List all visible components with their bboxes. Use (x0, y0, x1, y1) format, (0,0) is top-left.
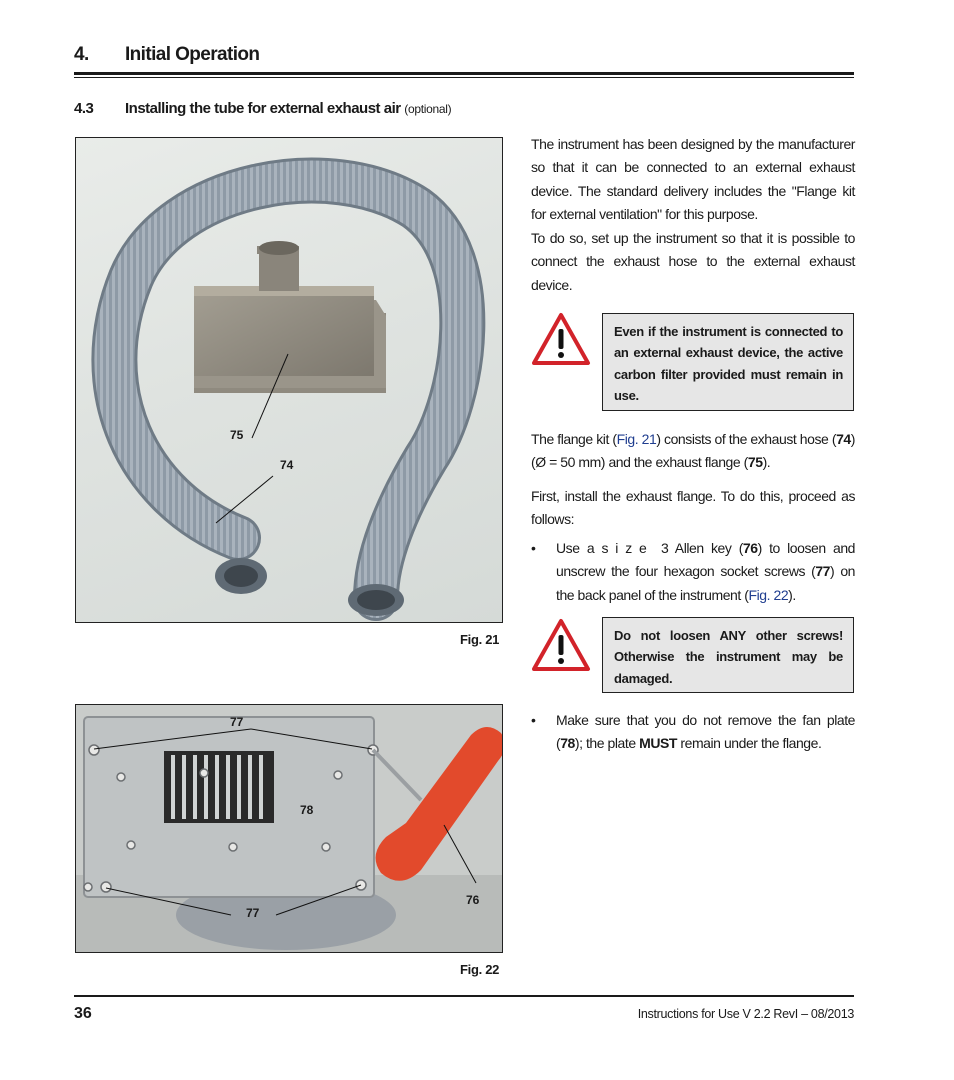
chapter-number: 4. (74, 44, 89, 65)
callout-76: 76 (466, 893, 480, 907)
figure-22-photo (75, 704, 503, 953)
warning-carbon-filter: Even if the instrument is connected to an external exhaust device, the active carbon filter provided must remain in use. (602, 313, 854, 411)
text-segment: ). (788, 586, 796, 603)
warning-other-screws: Do not loosen ANY other screws! Otherwise the instrument may be damaged. (602, 617, 854, 693)
callout-74: 74 (280, 458, 294, 472)
intro-paragraph: The instrument has been designed by the manufacturer so that it can be connected to an external exhaust device. The standard delivery includes the "Flange kit for external ventilation" for this purpose. (531, 136, 855, 223)
text-segment: ); the plate (574, 735, 640, 752)
text-segment: ) on the back panel of the instrument ( (556, 563, 855, 603)
ref-number-76: 76 (742, 540, 758, 556)
text-segment: The flange kit ( (531, 431, 617, 447)
page-number: 36 (74, 1005, 92, 1022)
fig-21-link[interactable]: Fig. 21 (616, 431, 657, 447)
figure-21-photo (75, 137, 503, 623)
footer-document-info: Instructions for Use V 2.2 RevI – 08/2013 (637, 1007, 854, 1021)
section-title: Installing the tube for external exhaust air (125, 100, 401, 117)
text-segment: ) (Ø = 50 mm) and the exhaust flange ( (531, 431, 855, 471)
header-rule-thin (74, 77, 854, 78)
ref-number-77: 77 (815, 563, 831, 580)
text-segment: Use a s i z e 3 Allen key ( (556, 540, 743, 556)
fig-22-link[interactable]: Fig. 22 (748, 586, 789, 603)
section-heading (74, 100, 451, 117)
bullet-marker: • (531, 540, 536, 556)
ref-number-78: 78 (560, 735, 575, 752)
footer-rule (74, 995, 854, 997)
chapter-title: Initial Operation (125, 44, 260, 65)
hose-flange-illustration (76, 138, 503, 623)
section-note: (optional) (404, 102, 452, 116)
callout-78: 78 (300, 803, 314, 817)
flange-kit-paragraph (531, 428, 855, 475)
callout-77-bottom: 77 (246, 906, 260, 920)
warning-triangle-icon (531, 618, 591, 672)
chapter-heading (74, 44, 259, 66)
figure-21-caption: Fig. 21 (460, 632, 500, 647)
callout-75: 75 (230, 428, 244, 442)
header-rule-thick (74, 72, 854, 75)
callout-77-top: 77 (230, 715, 244, 729)
procedure-intro-paragraph: First, install the exhaust flange. To do this, proceed as follows: (531, 488, 855, 528)
bullet-item-fan-plate (531, 709, 855, 756)
warning-triangle-icon (531, 312, 591, 366)
ref-number-75: 75 (747, 454, 763, 471)
ref-number-74: 74 (836, 431, 851, 447)
back-panel-illustration (76, 705, 503, 953)
text-segment: ). (762, 454, 771, 471)
bullet-text (556, 709, 855, 756)
text-segment: remain under the flange. (676, 735, 822, 752)
section-number: 4.3 (74, 100, 94, 117)
emphasis-must: MUST (639, 735, 677, 752)
text-segment: Make sure that you do not remove the fan plate ( (556, 712, 855, 752)
text-segment: ) to loosen and unscrew the four hexagon socket screws ( (556, 540, 855, 580)
bullet-marker: • (531, 712, 536, 728)
setup-paragraph: To do so, set up the instrument so that it is possible to connect the exhaust hose to the external exhaust device. (531, 230, 855, 293)
bullet-item-loosen-screws (531, 537, 855, 607)
bullet-text (556, 537, 855, 607)
figure-22-caption: Fig. 22 (460, 962, 500, 977)
text-segment: ) consists of the exhaust hose ( (656, 431, 837, 447)
